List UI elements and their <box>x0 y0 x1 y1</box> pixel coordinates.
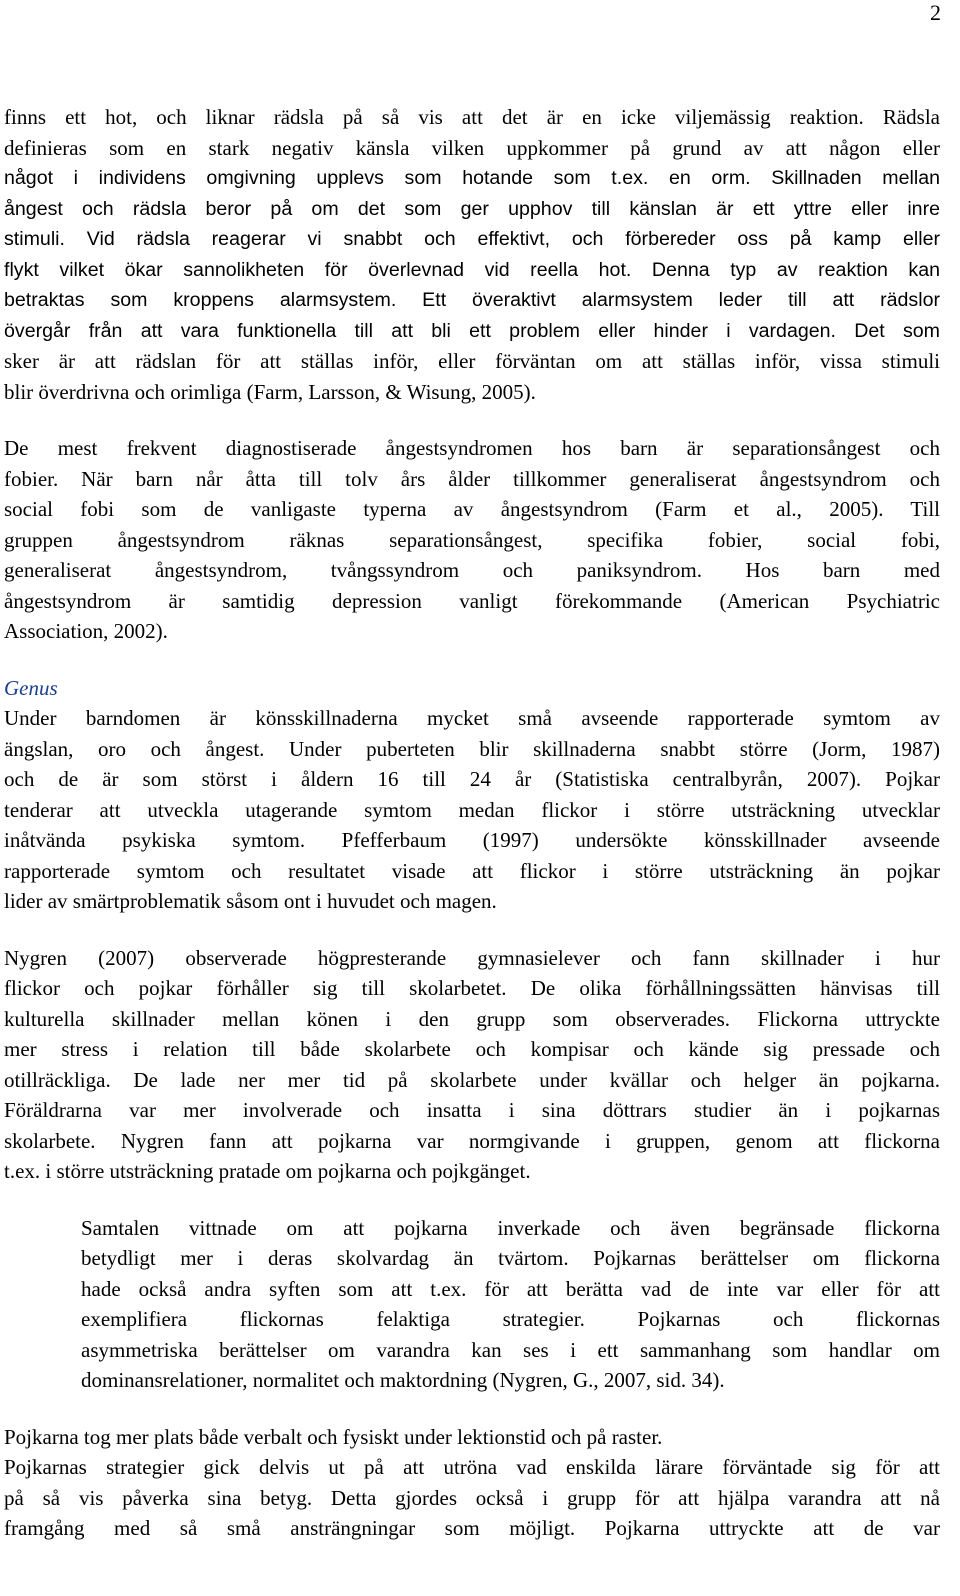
text-line: flykt vilket ökar sannolikheten för överlevnad vid reella hot. Denna typ av reaktion kan <box>4 258 940 281</box>
paragraph-gender-differences <box>4 703 940 917</box>
text-line: blir överdrivna och orimliga (Farm, Larsson, & Wisung, 2005). <box>4 379 536 404</box>
text-line: ångest och rädsla beror på om det som ger upphov till känslan är ett yttre eller inre <box>4 197 940 220</box>
quote-line: betydligt mer i deras skolvardag än tvärtom. Pojkarnas berättelser om flickorna <box>81 1246 940 1270</box>
text-line: Under barndomen är könsskillnaderna mycket små avseende rapporterade symtom av <box>4 706 940 730</box>
text-line: otillräckliga. De lade ner mer tid på skolarbete under kvällar och helger än pojkarna. <box>4 1067 940 1092</box>
text-line: t.ex. i större utsträckning pratade om pojkarna och pojkgänget. <box>4 1159 531 1183</box>
text-line: tenderar att utveckla utagerande symtom medan flickor i större utsträckning utvecklar <box>4 797 940 822</box>
text-line: Nygren (2007) observerade högpresterande gymnasielever och fann skillnader i hur <box>4 945 940 970</box>
paragraph-anxiety-syndromes <box>4 433 940 647</box>
paragraph-fear-definition <box>4 102 940 407</box>
text-line: fobier. När barn når åtta till tolv års ålder tillkommer generaliserat ångestsyndrom och <box>4 466 940 491</box>
paragraph-boys-strategies <box>4 1422 940 1544</box>
text-line: Föräldrarna var mer involverade och insatta i sina döttrars studier än i pojkarnas <box>4 1098 940 1122</box>
text-line: social fobi som de vanligaste typerna av ångestsyndrom (Farm et al., 2005). Till <box>4 497 940 521</box>
text-line: lider av smärtproblematik såsom ont i huvudet och magen. <box>4 889 497 913</box>
text-line: övergår från att vara funktionella till att bli ett problem eller hinder i vardagen. Det som <box>4 319 940 342</box>
text-line: flickor och pojkar förhåller sig till skolarbetet. De olika förhållningssätten hänvisas till <box>4 976 940 1000</box>
text-line: på så vis påverka sina betyg. Detta gjordes också i grupp för att hjälpa varandra att nå <box>4 1485 940 1510</box>
text-line: betraktas som kroppens alarmsystem. Ett överaktivt alarmsystem leder till att rädslor <box>4 289 940 311</box>
text-line: kulturella skillnader mellan könen i den grupp som observerades. Flickorna uttryckte <box>4 1006 940 1031</box>
text-line: ångestsyndrom är samtidig depression vanligt förekommande (American Psychiatric <box>4 588 940 613</box>
text-line: gruppen ångestsyndrom räknas separationsångest, specifika fobier, social fobi, <box>4 527 940 552</box>
text-line: skolarbete. Nygren fann att pojkarna var normgivande i gruppen, genom att flickorna <box>4 1128 940 1153</box>
paragraph-nygren-study <box>4 943 940 1187</box>
quote-line: dominansrelationer, normalitet och maktordning (Nygren, G., 2007, sid. 34). <box>81 1368 725 1392</box>
text-line: sker är att rädslan för att ställas inför, eller förväntan om att ställas inför, vissa stimuli <box>4 349 940 373</box>
text-line: De mest frekvent diagnostiserade ångestsyndromen hos barn är separationsångest och <box>4 436 940 460</box>
text-line: stimuli. Vid rädsla reagerar vi snabbt och effektivt, och förbereder oss på kamp eller <box>4 228 940 250</box>
quote-line: exemplifiera flickornas felaktiga strategier. Pojkarnas och flickornas <box>81 1307 940 1331</box>
text-line: Association, 2002). <box>4 619 168 643</box>
quote-line: Samtalen vittnade om att pojkarna inverkade och även begränsade flickorna <box>81 1215 940 1240</box>
text-line: rapporterade symtom och resultatet visade att flickor i större utsträckning än pojkar <box>4 858 940 883</box>
page-number: 2 <box>930 0 941 25</box>
text-line: finns ett hot, och liknar rädsla på så vis att det är en icke viljemässig reaktion. Rädsla <box>4 105 940 129</box>
block-quote <box>81 1213 940 1396</box>
text-line: mer stress i relation till både skolarbete och kompisar och kände sig pressade och <box>4 1037 940 1061</box>
quote-line: hade också andra syften som att t.ex. för att berätta vad de inte var eller för att <box>81 1276 940 1301</box>
text-line: Pojkarnas strategier gick delvis ut på att utröna vad enskilda lärare förväntade sig för att <box>4 1455 940 1479</box>
text-line: och de är som störst i åldern 16 till 24 år (Statistiska centralbyrån, 2007). Pojkar <box>4 767 940 791</box>
text-line: inåtvända psykiska symtom. Pfefferbaum (1997) undersökte könsskillnader avseende <box>4 828 940 852</box>
text-line: definieras som en stark negativ känsla vilken uppkommer på grund av att någon eller <box>4 135 940 160</box>
quote-line: asymmetriska berättelser om varandra kan ses i ett sammanhang som handlar om <box>81 1337 940 1362</box>
section-heading-genus: Genus <box>4 675 58 700</box>
text-line: generaliserat ångestsyndrom, tvångssyndrom och paniksyndrom. Hos barn med <box>4 558 940 582</box>
text-line: ängslan, oro och ångest. Under puberteten blir skillnaderna snabbt större (Jorm, 1987) <box>4 736 940 761</box>
text-line: Pojkarna tog mer plats både verbalt och fysiskt under lektionstid och på raster. <box>4 1424 663 1449</box>
text-line: framgång med så små ansträngningar som möjligt. Pojkarna uttryckte att de var <box>4 1516 940 1540</box>
text-line: något i individens omgivning upplevs som hotande som t.ex. en orm. Skillnaden mellan <box>4 167 940 189</box>
document-body <box>4 102 940 1544</box>
